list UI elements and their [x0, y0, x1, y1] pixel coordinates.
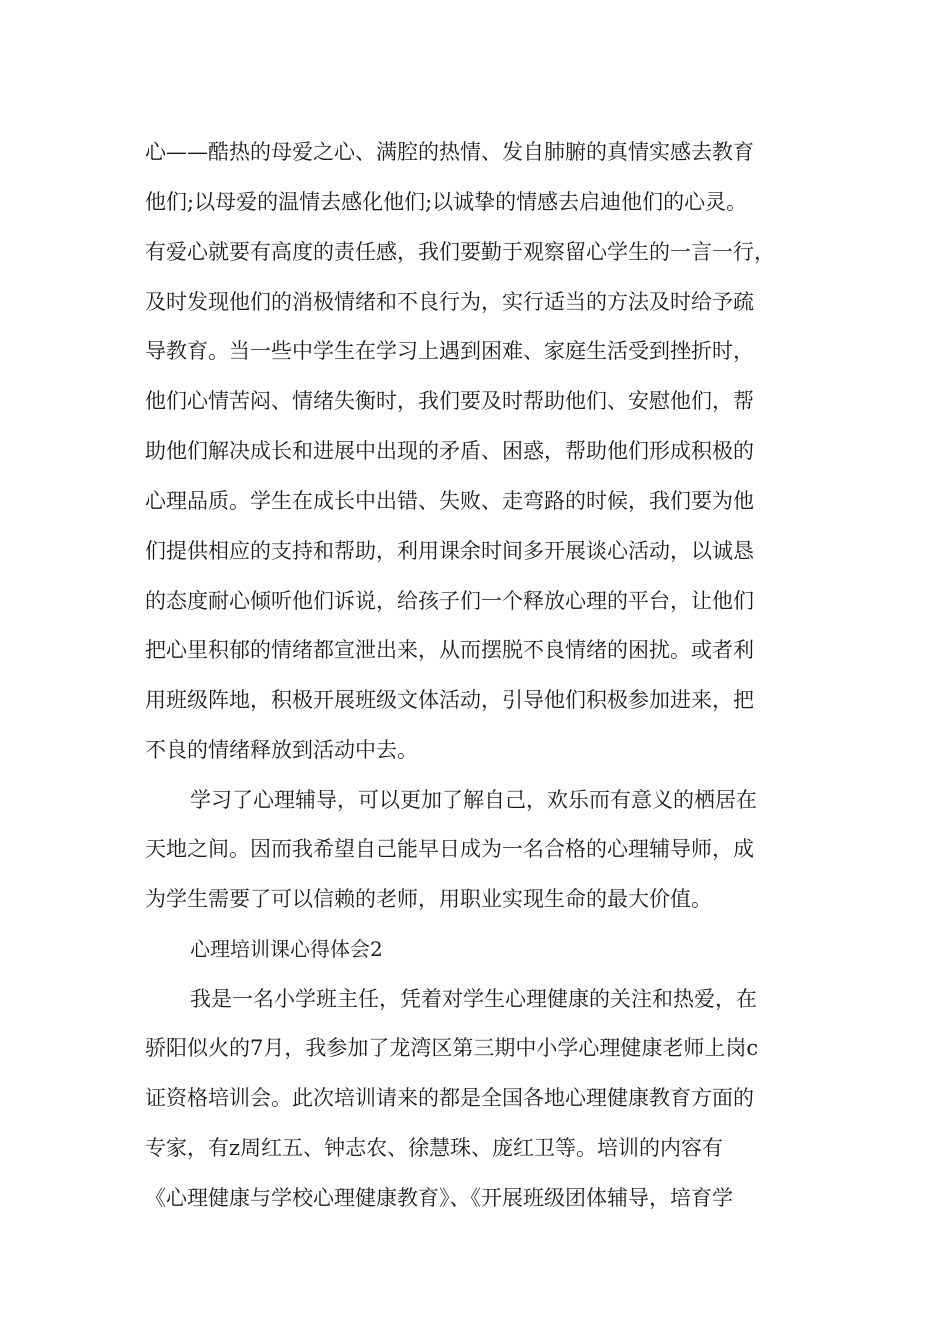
- text-line: 们提供相应的支持和帮助，利用课余时间多开展谈心活动，以诚恳: [145, 539, 754, 563]
- text-line: 为学生需要了可以信赖的老师，用职业实现生命的最大价值。: [145, 887, 712, 911]
- text-line: 把心里积郁的情绪都宣泄出来，从而摆脱不良情绪的困扰。或者利: [145, 638, 754, 662]
- text-line: 心——酷热的母爱之心、满腔的热情、发自肺腑的真情实感去教育: [145, 140, 754, 164]
- text-line: 的态度耐心倾听他们诉说，给孩子们一个释放心理的平台，让他们: [145, 589, 754, 613]
- text-line: 导教育。当一些中学生在学习上遇到困难、家庭生活受到挫折时，: [145, 339, 754, 363]
- text-line: 不良的情绪释放到活动中去。: [145, 738, 418, 762]
- text-line: 用班级阵地，积极开展班级文体活动，引导他们积极参加进来，把: [145, 688, 754, 712]
- text-line: 《心理健康与学校心理健康教育》、《开展班级团体辅导，培育学: [145, 1186, 733, 1210]
- text-line: 助他们解决成长和进展中出现的矛盾、困惑，帮助他们形成积极的: [145, 439, 754, 463]
- text-line: 天地之间。因而我希望自己能早日成为一名合格的心理辅导师，成: [145, 837, 754, 861]
- text-line: 有爱心就要有高度的责任感，我们要勤于观察留心学生的一言一行，: [145, 240, 775, 264]
- text-line: 他们心情苦闷、情绪失衡时，我们要及时帮助他们、安慰他们，帮: [145, 389, 754, 413]
- text-line: 及时发现他们的消极情绪和不良行为，实行适当的方法及时给予疏: [145, 290, 754, 314]
- text-line: 他们;以母爱的温情去感化他们;以诚挚的情感去启迪他们的心灵。: [145, 190, 748, 214]
- text-line: 骄阳似火的7月，我参加了龙湾区第三期中小学心理健康老师上岗c: [145, 1036, 759, 1060]
- text-line: 证资格培训会。此次培训请来的都是全国各地心理健康教育方面的: [145, 1086, 754, 1110]
- text-line: 心理品质。学生在成长中出错、失败、走弯路的时候，我们要为他: [145, 489, 754, 513]
- text-line: 我是一名小学班主任，凭着对学生心理健康的关注和热爱，在: [190, 987, 757, 1011]
- section-heading: 心理培训课心得体会2: [190, 937, 383, 961]
- text-line: 学习了心理辅导，可以更加了解自己，欢乐而有意义的栖居在: [190, 788, 757, 812]
- text-line: 专家，有z周红五、钟志农、徐慧珠、庞红卫等。培训的内容有: [145, 1136, 724, 1160]
